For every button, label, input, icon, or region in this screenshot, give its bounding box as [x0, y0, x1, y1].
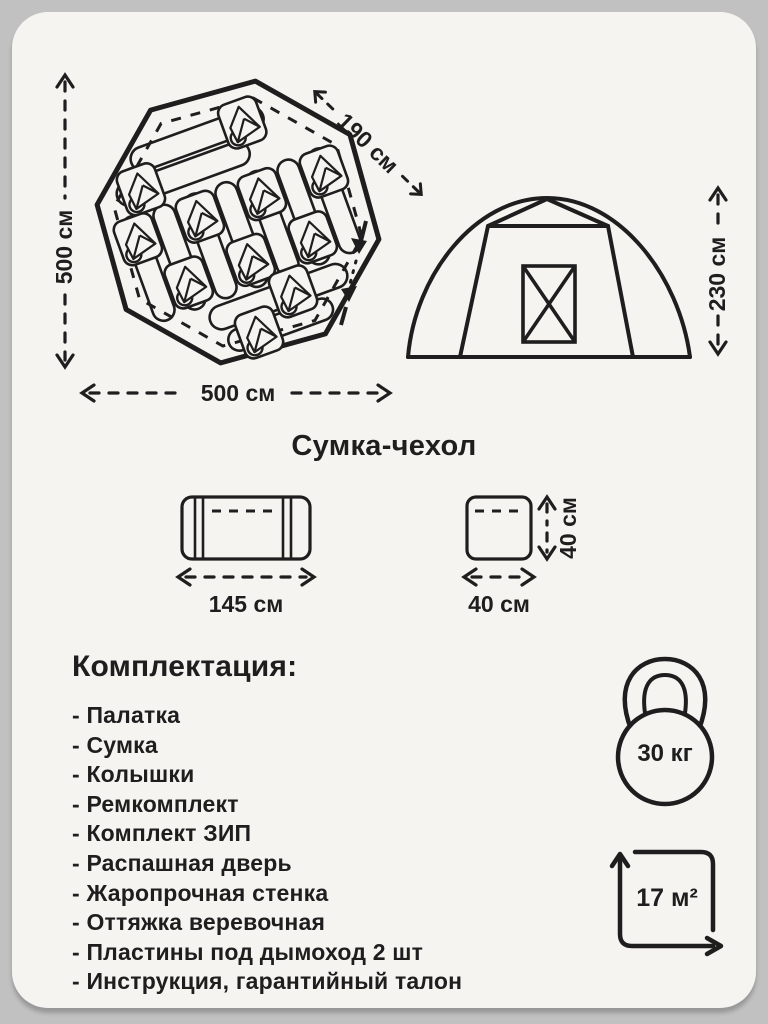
floor-side-label: 190 см [332, 107, 404, 179]
tent-front-left-edge [460, 226, 488, 357]
area-badge [595, 838, 745, 973]
floor-height-label: 500 см [51, 209, 77, 285]
floor-width-label: 500 см [200, 380, 276, 406]
large-bag-diagram [170, 485, 330, 620]
package-items-list [72, 701, 462, 997]
package-item: - Распашная дверь [72, 849, 292, 876]
package-item: - Колышки [72, 761, 195, 788]
small-bag-outline [467, 497, 531, 559]
weight-value: 30 кг [637, 740, 693, 767]
large-bag-dimension [178, 569, 314, 585]
small-bag-width-label: 40 см [468, 591, 530, 617]
package-title: Комплектация: [72, 650, 298, 683]
package-item: - Инструкция, гарантийный талон [72, 968, 463, 995]
package-item: - Пластины под дымоход 2 шт [72, 938, 424, 965]
small-bag-diagram [450, 485, 600, 620]
package-item: - Сумка [72, 731, 158, 758]
package-item: - Палатка [72, 702, 181, 728]
package-item: - Ремкомплект [72, 790, 239, 817]
small-bag-width-dimension [464, 569, 534, 585]
tent-front-right-edge [608, 226, 633, 357]
edge-extent-arrows [341, 221, 367, 325]
package-item: - Комплект ЗИП [72, 820, 252, 847]
kettlebell-icon [618, 659, 712, 804]
small-bag-height-dimension [539, 497, 555, 559]
tent-window [523, 266, 575, 342]
package-item: - Оттяжка веревочная [72, 909, 326, 936]
bag-section-title: Сумка-чехол [291, 430, 477, 462]
tent-height-label: 230 см [704, 236, 730, 312]
tent-side-view [395, 180, 745, 370]
area-value: 17 м² [636, 884, 698, 912]
large-bag-straps [195, 497, 291, 559]
large-bag-length-label: 145 см [208, 591, 284, 617]
tent-peak [488, 199, 608, 226]
small-bag-height-label: 40 см [555, 497, 581, 559]
sleeper-icon [232, 304, 285, 361]
tent-dome-outline [408, 198, 690, 357]
weight-badge [585, 645, 745, 815]
package-contents [72, 650, 462, 997]
package-item: - Жаропрочная стенка [72, 879, 329, 906]
floor-plan-diagram [20, 55, 430, 415]
